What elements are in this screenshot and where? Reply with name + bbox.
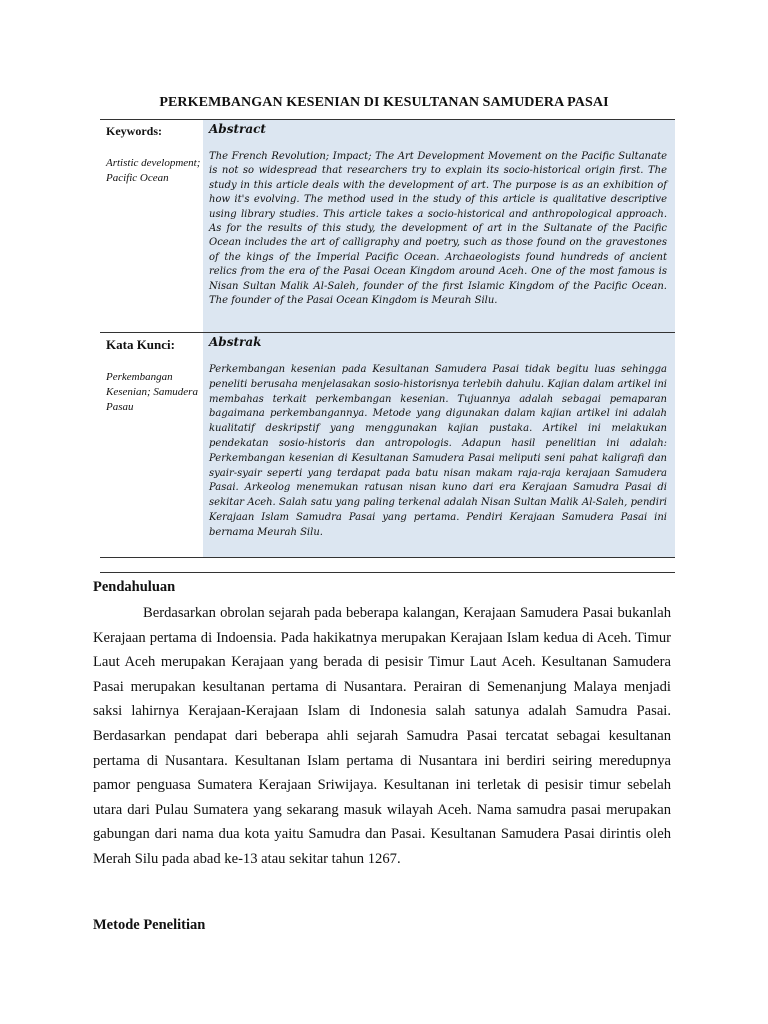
keywords-label: Keywords: xyxy=(106,124,162,138)
indonesian-keywords-cell xyxy=(100,333,203,557)
methods-heading: Metode Penelitian xyxy=(93,917,206,933)
table-bottom-rule xyxy=(100,558,675,573)
abstract-table xyxy=(100,119,675,573)
english-abstract-cell xyxy=(203,120,675,332)
indonesian-abstract-row xyxy=(100,333,675,558)
abstract-label: Abstract xyxy=(209,122,266,136)
abstrak-label: Abstrak xyxy=(209,335,262,349)
page-title: PERKEMBANGAN KESENIAN DI KESULTANAN SAMUDERA PASAI xyxy=(159,95,609,110)
intro-paragraph: Berdasarkan obrolan sejarah pada beberapa kalangan, Kerajaan Samudera Pasai bukanlah Kerajaan pertama di Indoensia. Pada hakikatnya merupakan Kerajaan Islam kedua di Aceh. Timur Laut Aceh merupakan Kerajaan yang berada di pesisir Timur Laut Aceh. Kesultanan Samudera Pasai merupakan kesultanan pertama di Nusantara. Perairan di Semenanjung Malaya menjadi saksi lahirnya Kerajaan-Kerajaan Islam di Indonesia salah satunya adalah Samudra Pasai. Berdasarkan pendapat dari beberapa ahli sejarah Samudra Pasai tercatat sebagai kesultanan pertama di Nusantara. Kesultanan Islam pertama di Nusantara ini berdiri seiring meredupnya pamor penguasa Sumatera Kerajaan Sriwijaya. Kesultanan ini terletak di pesisir timur sebelah utara dari Pulau Sumatera yang sekarang masuk wilayah Aceh. Nama samudra pasai merupakan gabungan dari nama dua kota yaitu Samudra dan Pasai. Kesultanan Samudera Pasai dirintis oleh Merah Silu pada abad ke-13 atau sekitar tahun 1267. xyxy=(93,605,671,867)
english-keywords-cell xyxy=(100,120,203,332)
indonesian-abstract-cell xyxy=(203,333,675,557)
intro-heading: Pendahuluan xyxy=(93,579,176,595)
keywords-text: Artistic development; Pacific Ocean xyxy=(106,157,201,184)
abstrak-text: Perkembangan kesenian pada Kesultanan Samudera Pasai tidak begitu luas sehingga peneliti berusaha menjelasakan sosio-historisnya terlebih dahulu. Kajian dalam artikel ini membahas terkait perkembangan kesenian. Tujuannya adalah sebagai pemaparan bagaimana perkembangannya. Metode yang digunakan dalam kajian artikel ini adalah kualitatif deskripstif yang menggunakan kajian pustaka. Artikel ini melakukan pendekatan sosio-historis dan antropologis. Adapun hasil penelitian ini adalah: Perkembangan kesenian di Kesultanan Samudera Pasai meliputi seni pahat kaligrafi dan syair-syair seperti yang terdapat pada batu nisan makam raja-raja kerajaan Samudera Pasai. Arkeolog menemukan ratusan nisan kuno dari era Kerajaan Samudra Pasai di sekitar Aceh. Salah satu yang paling terkenal adalah Nisan Sultan Malik Al-Saleh, pendiri Kerajaan Islam Samudra Pasai yang pertama. Pendiri Kerajaan Samudera Pasai ini bernama Meurah Silu. xyxy=(209,364,667,538)
abstract-text: The French Revolution; Impact; The Art Development Movement on the Pacific Sultanate is not so widespread that researchers try to explain its socio-historical origin first. The study in this article deals with the development of art. The purpose is as an exhibition of how it's evolving. The method used in the study of this article is qualitative descriptive using library studies. This article takes a socio-historical and anthropological approach. As for the results of this study, the development of art in the Sultanate of the Pacific Ocean includes the art of calligraphy and poetry, such as those found on the gravestones of the kings of the Imperial Pacific Ocean. Archaeologists found hundreds of ancient relics from the era of the Pasai Ocean Kingdom around Aceh. One of the most famous is Nisan Sultan Malik Al-Saleh, founder of the first Islamic Kingdom of the Pacific Ocean. The founder of the Pasai Ocean Kingdom is Meurah Silu. xyxy=(209,151,667,307)
english-abstract-row xyxy=(100,120,675,333)
kata-kunci-text: Perkembangan Kesenian; Samudera Pasau xyxy=(106,371,198,413)
kata-kunci-label: Kata Kunci: xyxy=(106,337,175,352)
